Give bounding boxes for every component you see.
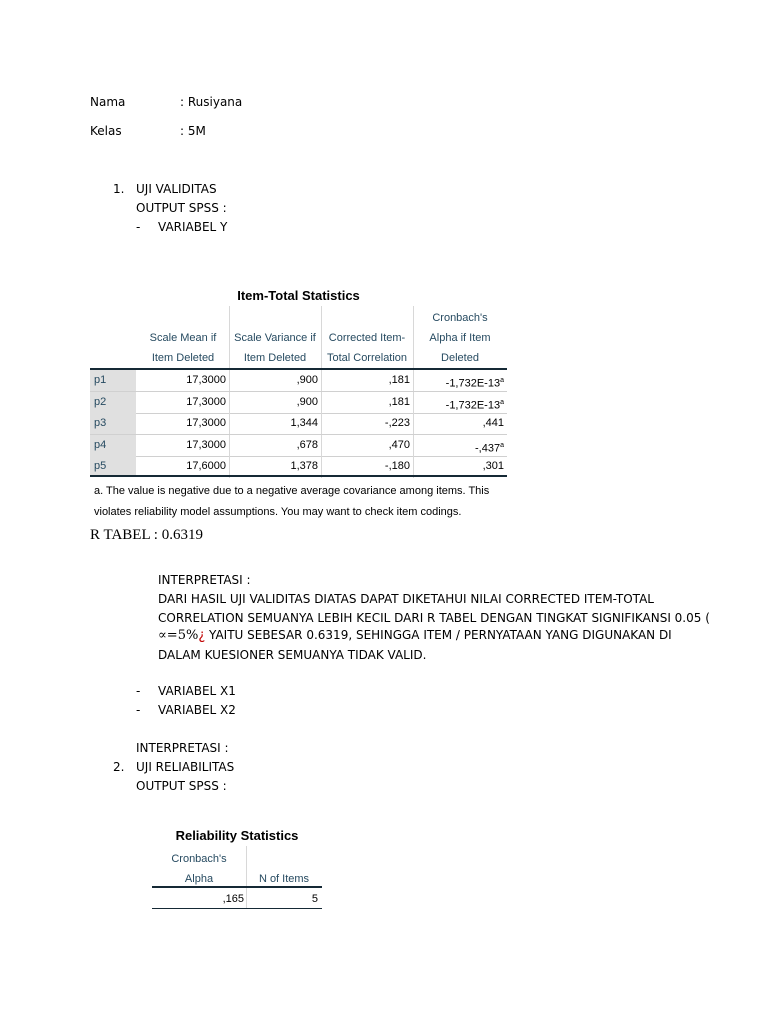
cell-p3-variance: 1,344 [290, 417, 318, 430]
variable-x2: VARIABEL X2 [158, 703, 236, 717]
name-label: Nama [90, 95, 126, 109]
section1-output: OUTPUT SPSS : [136, 201, 227, 215]
section1-variable: VARIABEL Y [158, 220, 228, 234]
r-tabel: R TABEL : 0.6319 [90, 527, 203, 543]
interpretation1-line3-text: YAITU SEBESAR 0.6319, SEHINGGA ITEM / PERNYATAAN YANG DIGUNAKAN DI [205, 628, 672, 642]
cell-p2-alpha: -1,732E-13$^a$ [445, 398, 504, 412]
row-label-p4: p4 [90, 435, 136, 456]
cell-p2-mean: 17,3000 [186, 395, 226, 408]
cell-p4-corr: ,470 [388, 438, 410, 451]
interpretation1-line4: DALAM KUESIONER SEMUANYA TIDAK VALID. [158, 648, 427, 662]
cell-p2-corr: ,181 [388, 395, 410, 408]
footnote-line-1: a. The value is negative due to a negative average covariance among items. This [94, 485, 490, 497]
col-header-n-items: N of Items [258, 873, 310, 885]
cell-p1-alpha: -1,732E-13$^a$ [445, 377, 504, 390]
cell-p1-variance: ,900 [296, 374, 318, 386]
cell-p4-mean: 17,3000 [186, 438, 226, 451]
cell-p3-corr: -,223 [384, 417, 410, 430]
section2-output: OUTPUT SPSS : [136, 779, 227, 793]
row-label-p2: p2 [90, 392, 136, 413]
class-value: : 5M [180, 124, 206, 138]
reliability-title: Reliability Statistics [175, 828, 299, 843]
row-label-p5: p5 [90, 456, 136, 477]
cell-p4-variance: ,678 [296, 438, 318, 451]
cell-p5-variance: 1,378 [290, 460, 318, 473]
col-header-cronbach-alpha: Cronbach's Alpha if Item Deleted [429, 312, 491, 364]
variable-x1-bullet: - [136, 684, 141, 698]
variable-x1: VARIABEL X1 [158, 684, 236, 698]
reliability-alpha-value: ,165 [222, 893, 244, 905]
col-header-corrected-item: Corrected Item- Total Correlation [326, 332, 408, 364]
cell-p5-corr: -,180 [384, 460, 410, 473]
item-total-title: Item-Total Statistics [237, 288, 360, 303]
cell-p1-mean: 17,3000 [186, 374, 226, 386]
class-label: Kelas [90, 124, 122, 138]
section2-number: 2. [113, 760, 125, 774]
row-label-p1: p1 [90, 370, 136, 391]
name-value: : Rusiyana [180, 95, 243, 109]
cell-p4-alpha: -,437$^a$ [475, 441, 504, 455]
cell-p3-mean: 17,3000 [186, 417, 226, 430]
cell-p5-mean: 17,6000 [186, 460, 226, 473]
cell-p5-alpha: ,301 [482, 460, 504, 473]
col-header-scale-variance: Scale Variance if Item Deleted [234, 332, 316, 364]
section1-title: UJI VALIDITAS [136, 182, 217, 196]
cell-p2-variance: ,900 [296, 395, 318, 408]
inverted-question-glyph: ¿ [198, 628, 206, 643]
interpretation1-line3 [158, 627, 672, 644]
section2-title: UJI RELIABILITAS [136, 760, 235, 774]
interpretation2-heading: INTERPRETASI : [136, 741, 229, 755]
interpretation1-heading: INTERPRETASI : [158, 573, 251, 587]
section1-number: 1. [113, 182, 125, 196]
row-label-p3: p3 [90, 413, 136, 434]
variable-x2-bullet: - [136, 703, 141, 717]
cell-p3-alpha: ,441 [482, 417, 504, 430]
col-header-cronbach-alpha-rel: Cronbach's Alpha [171, 853, 227, 885]
col-header-scale-mean: Scale Mean if Item Deleted [149, 332, 217, 364]
alpha-formula: ∝=5% [158, 628, 199, 643]
section1-bullet: - [136, 220, 141, 234]
cell-p1-corr: ,181 [388, 374, 410, 386]
interpretation1-line1: DARI HASIL UJI VALIDITAS DIATAS DAPAT DIKETAHUI NILAI CORRECTED ITEM-TOTAL [158, 592, 654, 606]
reliability-n-items-value: 5 [311, 893, 318, 905]
interpretation1-line2: CORRELATION SEMUANYA LEBIH KECIL DARI R TABEL DENGAN TINGKAT SIGNIFIKANSI 0.05 ( [158, 611, 710, 625]
footnote-line-2: violates reliability model assumptions. You may want to check item codings. [94, 506, 462, 518]
